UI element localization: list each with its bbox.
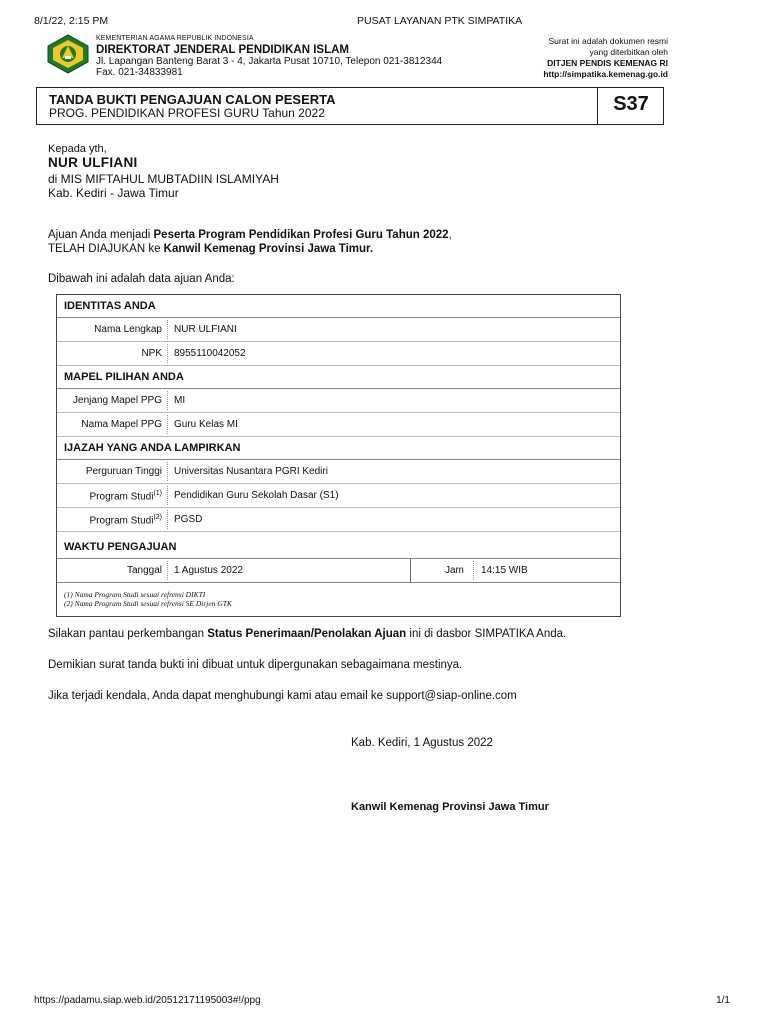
note-line: yang diterbitkan oleh <box>589 47 668 57</box>
table-row <box>57 484 620 508</box>
closing-statement: Demikian surat tanda bukti ini dibuat untuk dipergunakan sebagaimana mestinya. <box>48 659 463 671</box>
table-row <box>57 318 620 342</box>
table-row <box>57 389 620 413</box>
print-datetime: 8/1/22, 2:15 PM <box>34 15 109 27</box>
subject-label: Nama Mapel PPG <box>81 419 162 430</box>
footnote-1: (1) Nama Program Studi sesuai refrensi DIKTI <box>64 590 206 599</box>
subject-value: Guru Kelas MI <box>174 419 238 430</box>
npk-value: 8955110042052 <box>174 348 246 359</box>
print-page-title: PUSAT LAYANAN PTK SIMPATIKA <box>357 15 523 27</box>
time-label: Jam <box>445 565 464 576</box>
name-value: NUR ULFIANI <box>174 324 237 335</box>
signature-place-date: Kab. Kediri, 1 Agustus 2022 <box>351 737 493 749</box>
prodi2-value: PGSD <box>174 514 203 525</box>
document-title: TANDA BUKTI PENGAJUAN CALON PESERTA <box>49 92 336 107</box>
footnote-2: (2) Nama Program Studi sesuai refrensi SE Dirjen GTK <box>64 598 232 608</box>
section-header-degree: IJAZAH YANG ANDA LAMPIRKAN <box>57 437 620 460</box>
table-row <box>57 508 620 532</box>
directorate-name: DIREKTORAT JENDERAL PENDIDIKAN ISLAM <box>96 44 350 56</box>
recipient-institution: di MIS MIFTAHUL MUBTADIIN ISLAMIYAH <box>48 172 279 186</box>
table-row <box>57 460 620 484</box>
university-value: Universitas Nusantara PGRI Kediri <box>174 466 328 477</box>
time-value: 14:15 WIB <box>481 565 528 576</box>
document-title-box <box>36 87 664 125</box>
university-label: Perguruan Tinggi <box>85 466 162 477</box>
table-row <box>57 342 620 366</box>
section-header-identity: IDENTITAS ANDA <box>57 295 620 318</box>
cell-divider <box>410 559 411 583</box>
print-page-number: 1/1 <box>716 995 730 1006</box>
note-line: Surat ini adalah dokumen resmi <box>548 36 668 46</box>
note-url: http://simpatika.kemenag.go.id <box>543 69 668 79</box>
note-issuer: DITJEN PENDIS KEMENAG RI <box>547 58 668 68</box>
prodi1-value: Pendidikan Guru Sekolah Dasar (S1) <box>174 490 339 501</box>
prodi2-label: Program Studi$^{(2)}$ <box>89 514 162 527</box>
prodi1-label: Program Studi$^{(1)}$ <box>89 490 162 503</box>
table-footnotes <box>64 591 232 608</box>
level-label: Jenjang Mapel PPG <box>73 395 162 406</box>
address-line: Jl. Lapangan Banteng Barat 3 - 4, Jakarta Pusat 10710, Telepon 021-3812344 <box>96 56 443 67</box>
submission-data-table <box>56 294 621 617</box>
document-code: S37 <box>613 93 649 115</box>
title-divider <box>597 88 598 124</box>
intro-line-1: Ajuan Anda menjadi Peserta Program Pendidikan Profesi Guru Tahun 2022, <box>48 229 452 241</box>
fax-line: Fax. 021-34833981 <box>96 67 183 78</box>
table-row <box>57 559 620 583</box>
level-value: MI <box>174 395 186 406</box>
recipient-name: NUR ULFIANI <box>48 155 138 170</box>
print-url: https://padamu.siap.web.id/20512171195003#!/ppg <box>34 995 261 1006</box>
data-intro-text: Dibawah ini adalah data ajuan Anda: <box>48 273 235 285</box>
table-row <box>57 413 620 437</box>
support-contact-text: Jika terjadi kendala, Anda dapat menghubungi kami atau email ke support@siap-online.com <box>48 690 517 702</box>
recipient-location: Kab. Kediri - Jawa Timur <box>48 186 179 200</box>
recipient-salutation: Kepada yth, <box>48 143 107 155</box>
section-header-subject: MAPEL PILIHAN ANDA <box>57 366 620 389</box>
npk-label: NPK <box>141 348 162 359</box>
status-monitor-text: Silakan pantau perkembangan Status Penerimaan/Penolakan Ajuan ini di dasbor SIMPATIKA Anda. <box>48 628 567 640</box>
signature-office: Kanwil Kemenag Provinsi Jawa Timur <box>351 801 549 813</box>
date-value: 1 Agustus 2022 <box>174 565 243 576</box>
date-label: Tanggal <box>126 565 162 576</box>
intro-line-2: TELAH DIAJUKAN ke Kanwil Kemenag Provinsi Jawa Timur. <box>48 243 374 255</box>
section-header-time: WAKTU PENGAJUAN <box>57 536 620 559</box>
ministry-name: KEMENTERIAN AGAMA REPUBLIK INDONESIA <box>96 35 254 42</box>
official-document-note <box>543 36 668 80</box>
intro-paragraph <box>48 228 452 256</box>
document-subtitle: PROG. PENDIDIKAN PROFESI GURU Tahun 2022 <box>49 106 325 120</box>
kemenag-emblem-icon <box>46 34 90 74</box>
letterhead-address <box>96 56 442 78</box>
name-label: Nama Lengkap <box>94 324 162 335</box>
